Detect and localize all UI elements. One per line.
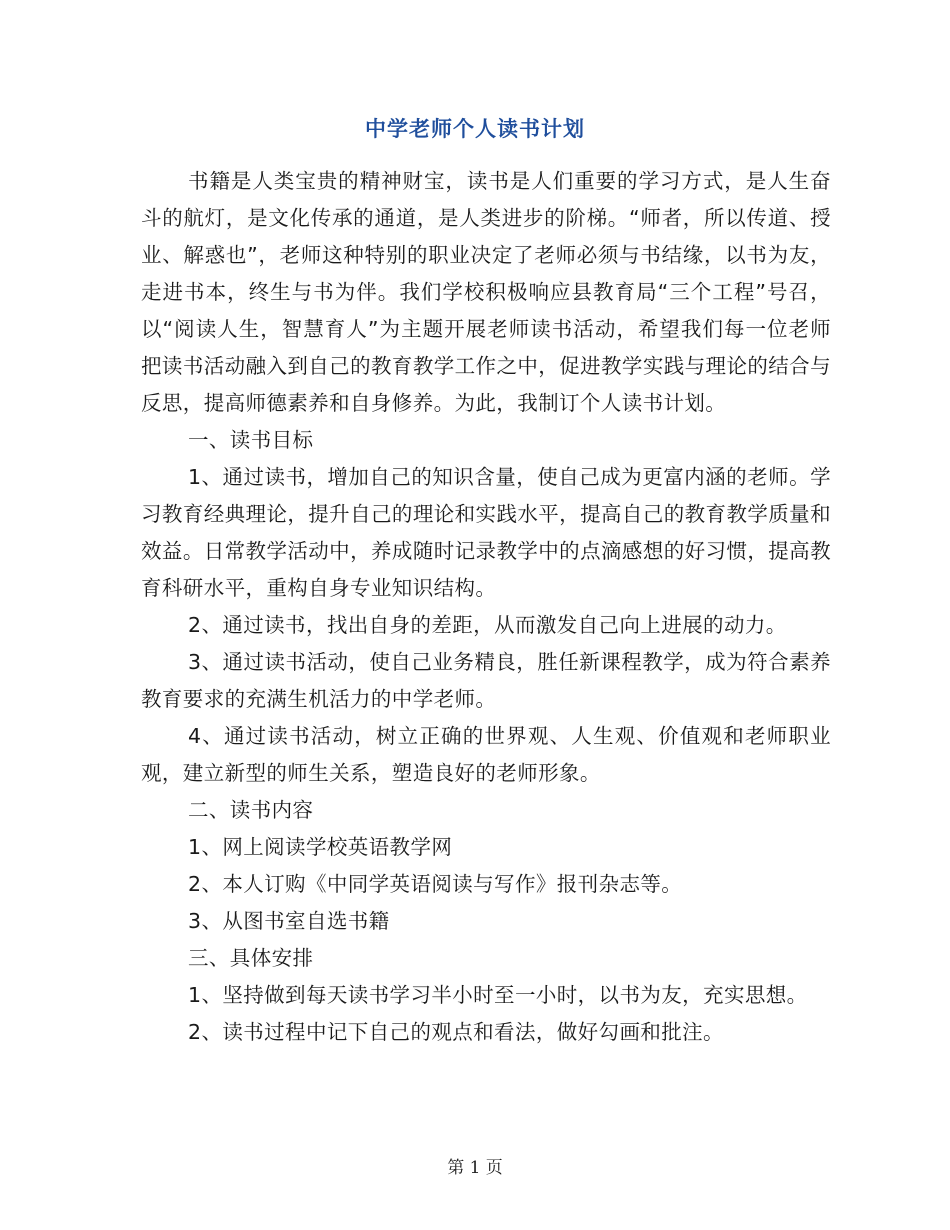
- page-number: 第 1 页: [447, 1158, 503, 1178]
- schedule-item-2: 2、读书过程中记下自己的观点和看法，做好勾画和批注。: [188, 1020, 724, 1044]
- goal-item-1: 1、通过读书，增加自己的知识含量，使自己成为更富内涵的老师。学习教育经典理论，提升自己的理论和实践水平，提高自己的教育教学质量和效益。日常教学活动中，养成随时记录教学中的点滴感想的好习惯，提高教育科研水平，重构自身专业知识结构。: [141, 465, 831, 600]
- document-body: [141, 163, 831, 1051]
- content-item-3: 3、从图书室自选书籍: [188, 909, 390, 933]
- content-item-2: 2、本人订购《中同学英语阅读与写作》报刊杂志等。: [188, 872, 683, 896]
- content-item-1: 1、网上阅读学校英语教学网: [188, 835, 453, 859]
- goal-item-3: 3、通过读书活动，使自己业务精良，胜任新课程教学，成为符合素养教育要求的充满生机活力的中学老师。: [141, 650, 831, 711]
- section-heading-goals: 一、读书目标: [188, 428, 314, 452]
- intro-paragraph: 书籍是人类宝贵的精神财宝，读书是人们重要的学习方式，是人生奋斗的航灯，是文化传承的通道，是人类进步的阶梯。“师者，所以传道、授业、解惑也”，老师这种特别的职业决定了老师必须与书结缘，以书为友，走进书本，终生与书为伴。我们学校积极响应县教育局“三个工程”号召，以“阅读人生，智慧育人”为主题开展老师读书活动，希望我们每一位老师把读书活动融入到自己的教育教学工作之中，促进教学实践与理论的结合与反思，提高师德素养和自身修养。为此，我制订个人读书计划。: [141, 169, 831, 415]
- section-heading-schedule: 三、具体安排: [188, 946, 314, 970]
- document-title: 中学老师个人读书计划: [365, 116, 585, 141]
- section-heading-content: 二、读书内容: [188, 798, 314, 822]
- goal-item-4: 4、通过读书活动，树立正确的世界观、人生观、价值观和老师职业观，建立新型的师生关系，塑造良好的老师形象。: [141, 724, 831, 785]
- schedule-item-1: 1、坚持做到每天读书学习半小时至一小时，以书为友，充实思想。: [188, 983, 808, 1007]
- goal-item-2: 2、通过读书，找出自身的差距，从而激发自己向上进展的动力。: [188, 613, 787, 637]
